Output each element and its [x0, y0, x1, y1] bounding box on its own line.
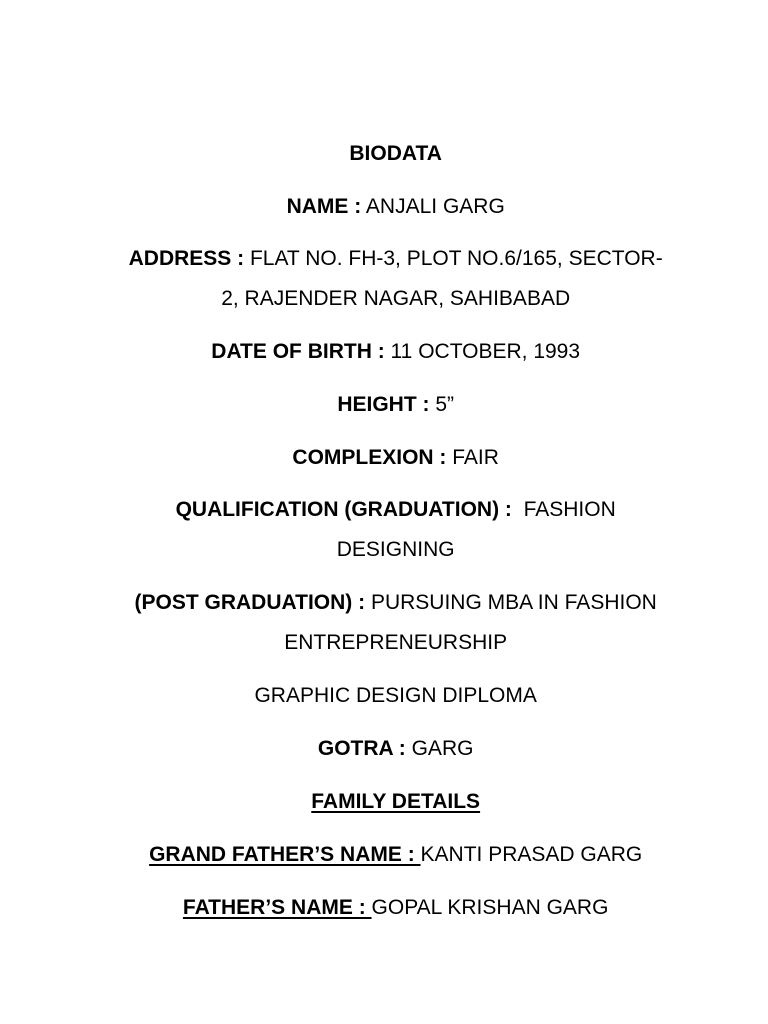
complexion-value: FAIR: [446, 446, 499, 469]
grandfather-value: KANTI PRASAD GARG: [420, 843, 643, 866]
father-value: GOPAL KRISHAN GARG: [371, 896, 609, 919]
qualification-label: QUALIFICATION (GRADUATION) :: [175, 498, 512, 521]
complexion-label: COMPLEXION :: [292, 446, 447, 469]
address-label: ADDRESS :: [128, 247, 245, 270]
family-details-heading: FAMILY DETAILS: [311, 790, 481, 813]
father-label: FATHER’S NAME :: [182, 896, 372, 919]
address-value-line2: 2, RAJENDER NAGAR, SAHIBABAD: [221, 287, 571, 310]
qualification-value-line1: FASHION: [511, 498, 616, 521]
qualification-value-line2: DESIGNING: [336, 538, 455, 561]
title-text: BIODATA: [349, 142, 442, 165]
address-value-line1: FLAT NO. FH-3, PLOT NO.6/165, SECTOR-: [244, 247, 663, 270]
gotra-value: GARG: [405, 737, 474, 760]
dob-value: 11 OCTOBER, 1993: [384, 340, 581, 363]
name-value: ANJALI GARG: [361, 195, 505, 218]
post-graduation-value-line2: ENTREPRENEURSHIP: [284, 631, 508, 654]
grandfather-label: GRAND FATHER’S NAME :: [149, 843, 421, 866]
diploma-value: GRAPHIC DESIGN DIPLOMA: [254, 684, 537, 707]
name-label: NAME :: [286, 195, 362, 218]
post-graduation-value-line1: PURSUING MBA IN FASHION: [365, 591, 657, 614]
height-value: 5”: [429, 393, 455, 416]
post-graduation-label: (POST GRADUATION) :: [134, 591, 366, 614]
height-label: HEIGHT :: [337, 393, 430, 416]
father-row: [70, 845, 698, 971]
gotra-label: GOTRA :: [317, 737, 406, 760]
dob-label: DATE OF BIRTH :: [211, 340, 385, 363]
